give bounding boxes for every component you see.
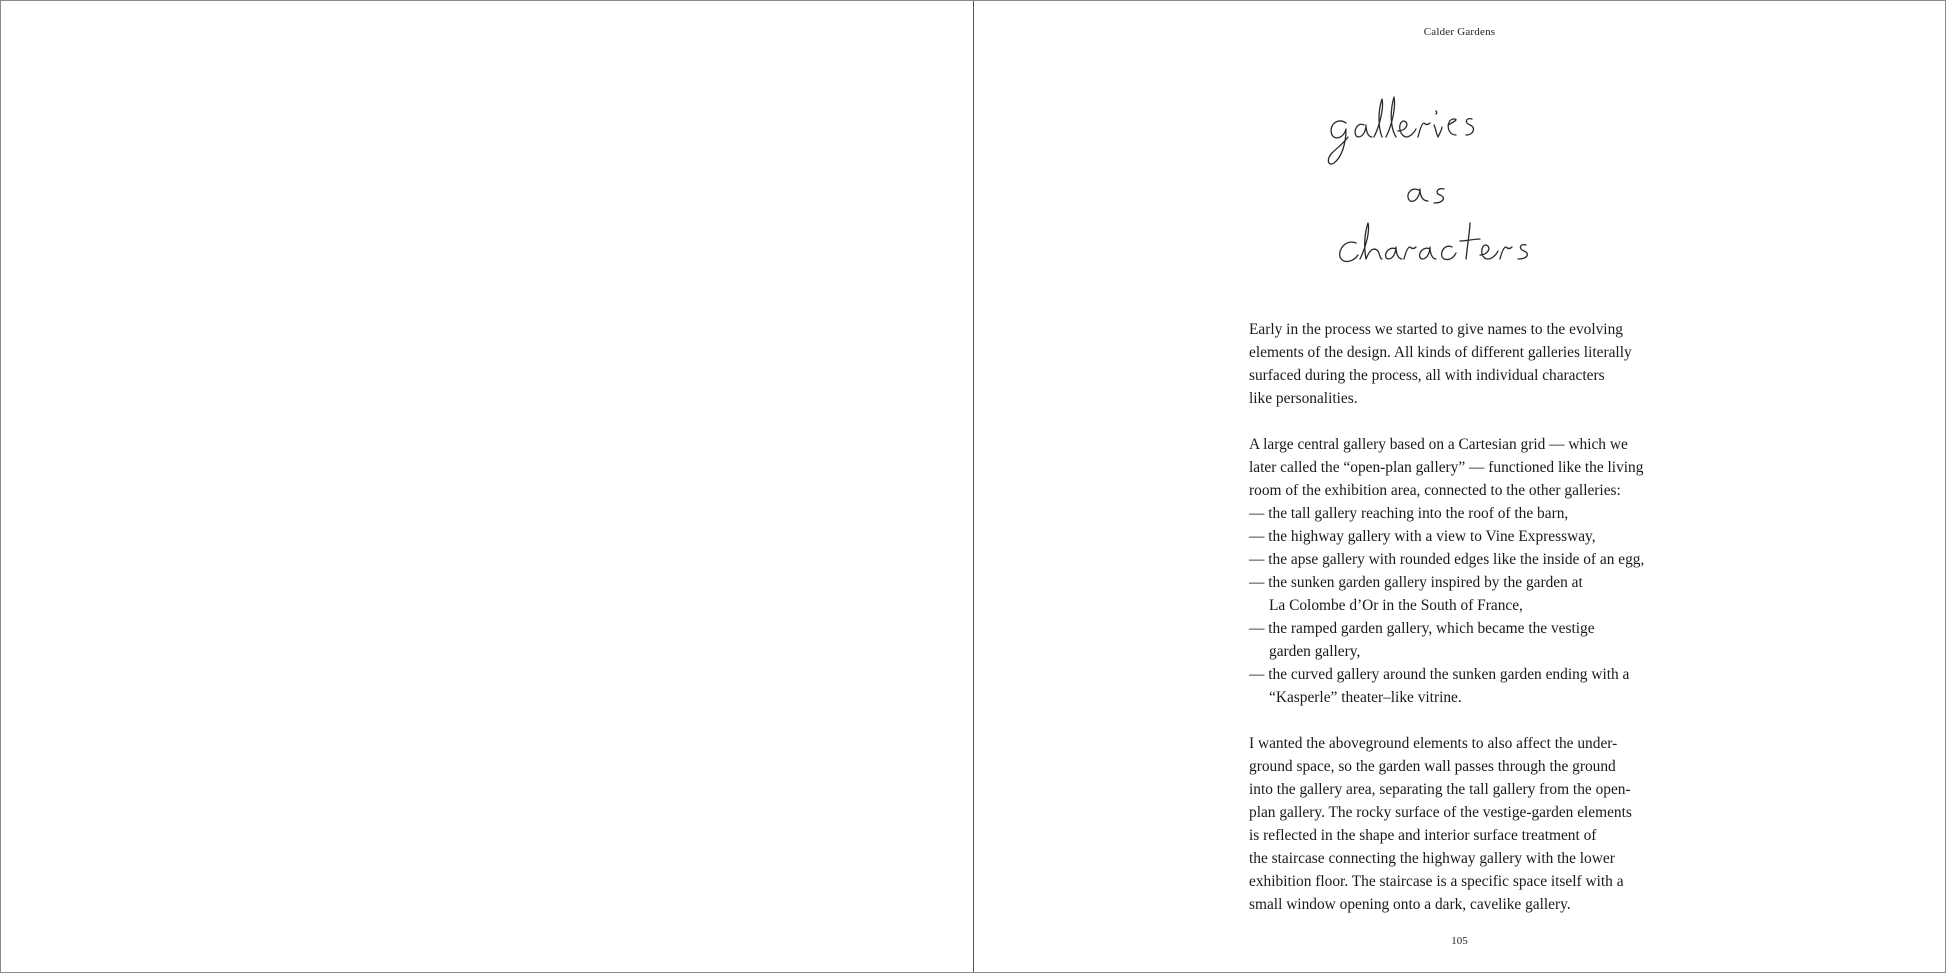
text-line: Early in the process we started to give names to the evolving xyxy=(1249,321,1623,338)
gallery-list-item: — the curved gallery around the sunken garden ending with a xyxy=(1249,666,1630,683)
handwritten-title-drawing xyxy=(1324,91,1594,291)
paragraph-2 xyxy=(1249,433,1709,709)
text-line: elements of the design. All kinds of different galleries literally xyxy=(1249,344,1632,361)
left-page-blank xyxy=(1,1,973,972)
gallery-list-item: — the tall gallery reaching into the roof of the barn, xyxy=(1249,505,1569,522)
text-line: A large central gallery based on a Cartesian grid — which we xyxy=(1249,436,1628,453)
text-line: like personalities. xyxy=(1249,390,1358,407)
text-line: is reflected in the shape and interior surface treatment of xyxy=(1249,827,1597,844)
gallery-list-item: — the highway gallery with a view to Vine Expressway, xyxy=(1249,528,1596,545)
page-number: 105 xyxy=(1451,935,1468,947)
text-line: plan gallery. The rocky surface of the vestige-garden elements xyxy=(1249,804,1632,821)
gallery-list-item-continuation: La Colombe d’Or in the South of France, xyxy=(1269,597,1523,614)
text-line: into the gallery area, separating the tall gallery from the open- xyxy=(1249,781,1631,798)
text-line: ground space, so the garden wall passes through the ground xyxy=(1249,758,1616,775)
right-page xyxy=(974,1,1945,972)
text-line: the staircase connecting the highway gallery with the lower xyxy=(1249,850,1615,867)
paragraph-1 xyxy=(1249,318,1709,410)
paragraph-3 xyxy=(1249,732,1709,916)
body-text xyxy=(1249,318,1709,939)
text-line: I wanted the aboveground elements to also affect the under- xyxy=(1249,735,1618,752)
text-line: small window opening onto a dark, cavelike gallery. xyxy=(1249,896,1571,913)
text-line: surfaced during the process, all with individual characters xyxy=(1249,367,1605,384)
text-line: later called the “open-plan gallery” — functioned like the living xyxy=(1249,459,1644,476)
text-line: room of the exhibition area, connected to the other galleries: xyxy=(1249,482,1621,499)
gallery-list-item: — the apse gallery with rounded edges like the inside of an egg, xyxy=(1249,551,1645,568)
text-line: exhibition floor. The staircase is a specific space itself with a xyxy=(1249,873,1624,890)
gallery-list-item: — the ramped garden gallery, which became the vestige xyxy=(1249,620,1595,637)
gallery-list-item-continuation: “Kasperle” theater–like vitrine. xyxy=(1269,689,1462,706)
gallery-list-item-continuation: garden gallery, xyxy=(1269,643,1361,660)
handwritten-title xyxy=(1324,91,1594,291)
gallery-list-item: — the sunken garden gallery inspired by the garden at xyxy=(1249,574,1583,591)
running-head: Calder Gardens xyxy=(1423,26,1496,38)
